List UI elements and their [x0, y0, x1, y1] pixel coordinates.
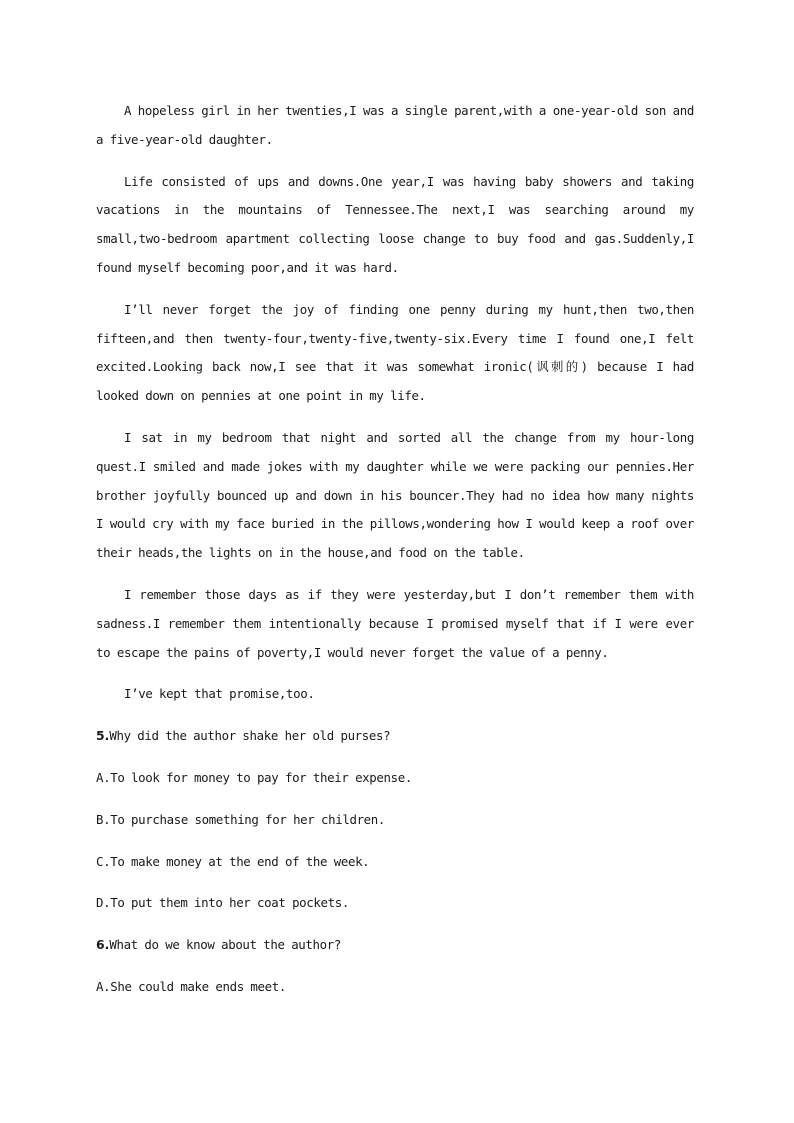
- question-5-number: 5.: [96, 728, 110, 744]
- question-6-number: 6.: [96, 937, 110, 953]
- question-5: [96, 722, 694, 751]
- document-page: [96, 97, 694, 1015]
- question-6: [96, 931, 694, 960]
- question-5-text: Why did the author shake her old purses?: [109, 728, 391, 744]
- question-6-text: What do we know about the author?: [109, 937, 341, 953]
- passage-paragraph-3: I’ll never forget the joy of finding one penny during my hunt,then two,then fifteen,and then twenty-four,twenty-five,twenty-six.Every time I found one,I felt excited.Looking back now,I see that it was somewhat ironic(讽刺的) because I had looked down on pennies at one point in my life.: [96, 301, 694, 404]
- passage-paragraph-5: I remember those days as if they were yesterday,but I don’t remember them with sadness.I remember them intentionally because I promised myself that if I were ever to escape the pains of poverty,I would never forget the value of a penny.: [96, 586, 694, 660]
- question-5-option-a: A.To look for money to pay for their expense.: [96, 769, 412, 785]
- question-6-option-a: A.She could make ends meet.: [96, 978, 286, 994]
- question-5-option-d: D.To put them into her coat pockets.: [96, 895, 349, 911]
- passage-paragraph-4: I sat in my bedroom that night and sorted all the change from my hour-long quest.I smiled and made jokes with my daughter while we were packing our pennies.Her brother joyfully bounced up and down in his bouncer.They had no idea how many nights I would cry with my face buried in the pillows,wondering how I would keep a roof over their heads,the lights on in the house,and food on the table.: [96, 429, 694, 561]
- passage-paragraph-2: Life consisted of ups and downs.One year,I was having baby showers and taking vacations in the mountains of Tennessee.The next,I was searching around my small,two-bedroom apartment collecting loose change to buy food and gas.Suddenly,I found myself becoming poor,and it was hard.: [96, 173, 694, 275]
- passage-paragraph-6: I’ve kept that promise,too.: [124, 686, 315, 702]
- question-5-option-b: B.To purchase something for her children.: [96, 811, 386, 827]
- question-5-option-c: C.To make money at the end of the week.: [96, 853, 370, 869]
- passage-paragraph-1: A hopeless girl in her twenties,I was a single parent,with a one-year-old son and a five-year-old daughter.: [96, 103, 694, 147]
